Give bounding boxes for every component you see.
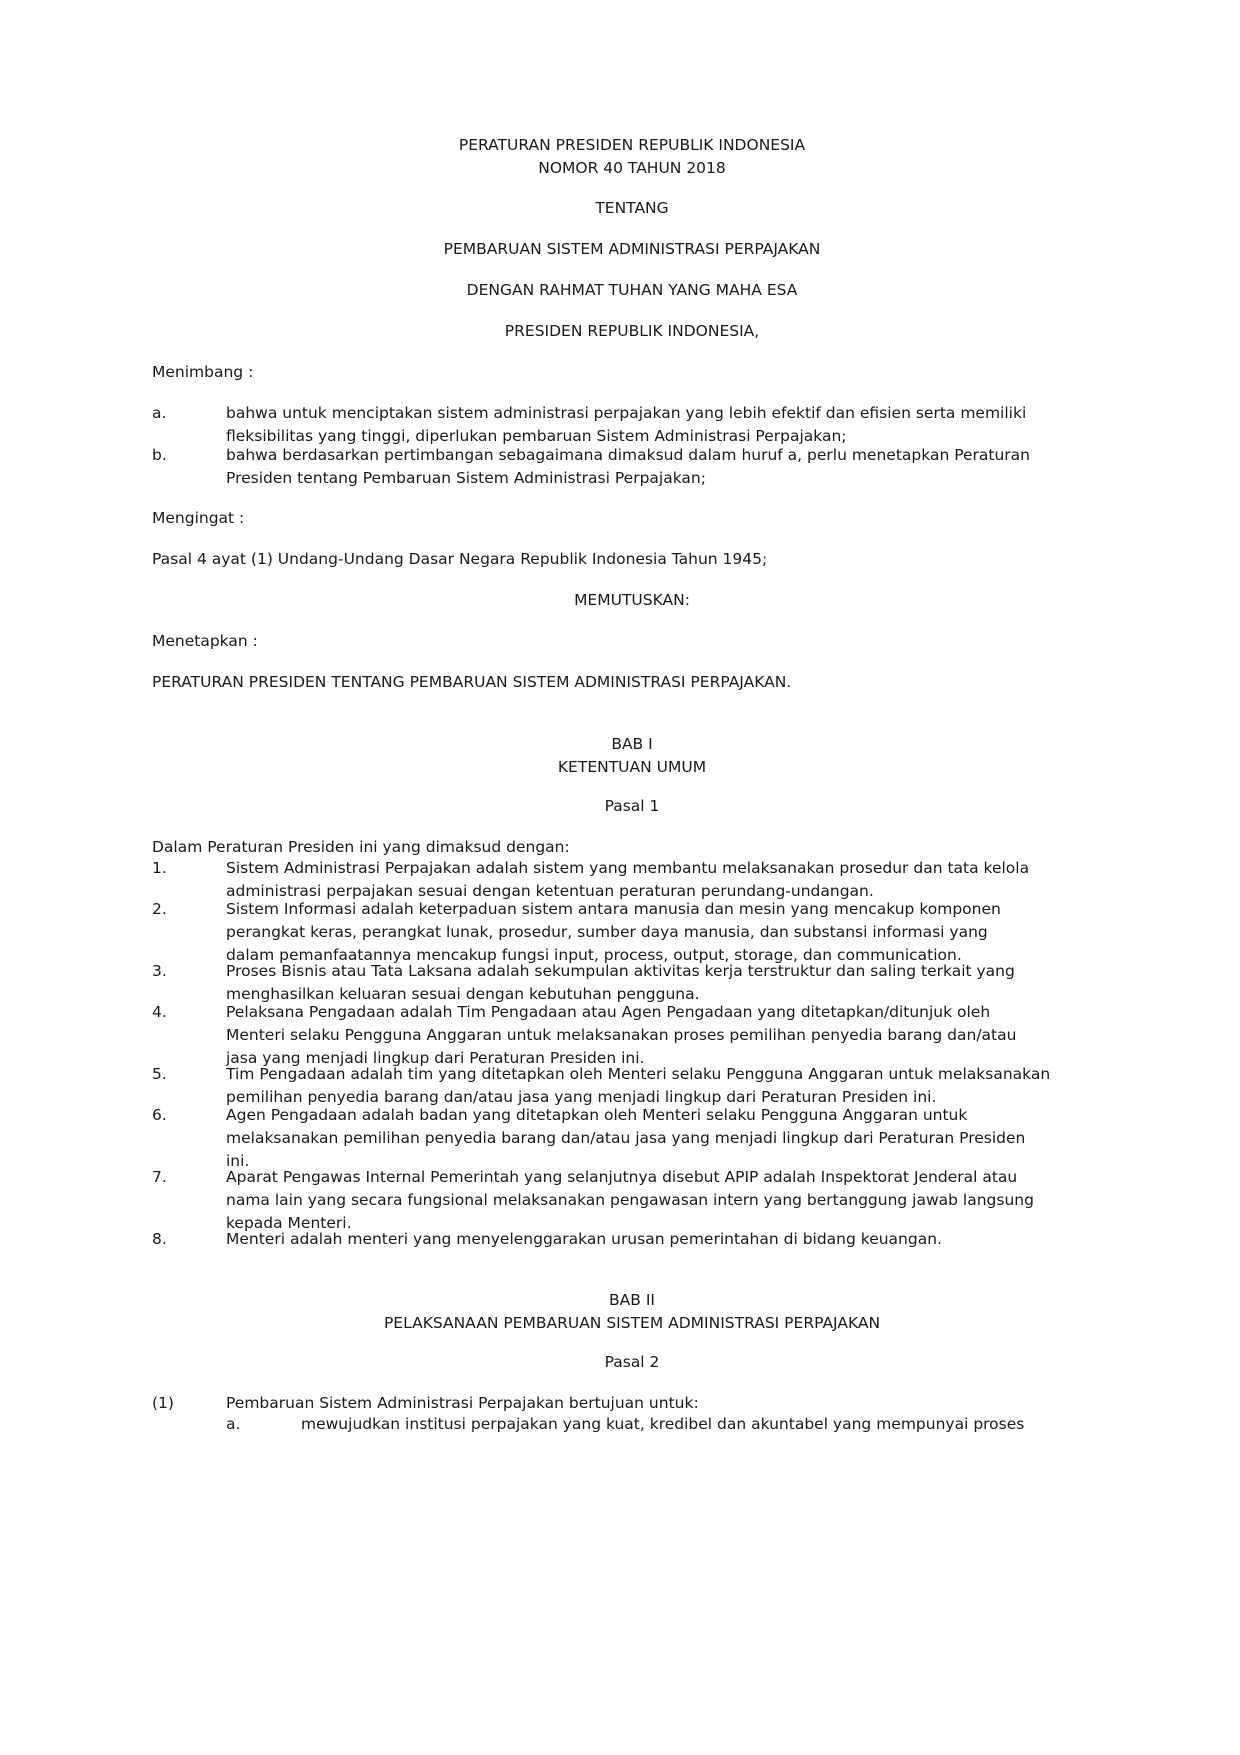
- list-item: Sistem Administrasi Perpajakan adalah sistem yang membantu melaksanakan prosedur dan tata kelola administrasi perpajakan sesuai dengan ketentuan peraturan perundang-undangan.: [226, 859, 1030, 900]
- mengingat-label: Mengingat :: [152, 509, 245, 527]
- chapter-heading: BAB II PELAKSANAAN PEMBARUAN SISTEM ADMINISTRASI PERPAJAKAN: [383, 1291, 881, 1332]
- definitions-intro: Dalam Peraturan Presiden ini yang dimaksud dengan:: [152, 838, 570, 856]
- list-marker: 5.: [152, 1065, 167, 1083]
- regulation-subject: PEMBARUAN SISTEM ADMINISTRASI PERPAJAKAN: [443, 240, 821, 258]
- list-item: Sistem Informasi adalah keterpaduan sistem antara manusia dan mesin yang mencakup komponen perangkat keras, perangkat lunak, prosedur, sumber daya manusia, dan substansi informasi yang dalam pemanfaatannya mencakup fungsi input, process, output, storage, dan communication.: [226, 900, 1001, 964]
- list-marker: 8.: [152, 1230, 167, 1248]
- memutuskan-heading: MEMUTUSKAN:: [574, 591, 690, 609]
- list-marker: 3.: [152, 962, 167, 980]
- sub-item-marker: a.: [226, 1415, 241, 1433]
- menimbang-label: Menimbang :: [152, 363, 254, 381]
- list-marker: 4.: [152, 1003, 167, 1021]
- list-item: Agen Pengadaan adalah badan yang ditetapkan oleh Menteri selaku Pengguna Anggaran untuk melaksanakan pemilihan penyedia barang dan/atau jasa yang menjadi lingkup dari Peraturan Presiden ini.: [226, 1106, 1026, 1170]
- list-item: Aparat Pengawas Internal Pemerintah yang selanjutnya disebut APIP adalah Inspektorat Jenderal atau nama lain yang secara fungsional melaksanakan pengawasan intern yang bertanggung jawab langsung kepada Menteri.: [226, 1168, 1034, 1232]
- list-marker: 7.: [152, 1168, 167, 1186]
- menetapkan-label: Menetapkan :: [152, 632, 258, 650]
- president-heading: PRESIDEN REPUBLIK INDONESIA,: [504, 322, 760, 340]
- list-item: bahwa untuk menciptakan sistem administrasi perpajakan yang lebih efektif dan efisien serta memiliki fleksibilitas yang tinggi, diperlukan pembaruan Sistem Administrasi Perpajakan;: [226, 404, 1027, 445]
- list-item: bahwa berdasarkan pertimbangan sebagaimana dimaksud dalam huruf a, perlu menetapkan Peraturan Presiden tentang Pembaruan Sistem Administrasi Perpajakan;: [226, 446, 1030, 487]
- sub-item-text: mewujudkan institusi perpajakan yang kuat, kredibel dan akuntabel yang mempunyai proses: [301, 1415, 1025, 1433]
- article-heading: Pasal 2: [604, 1353, 660, 1371]
- ayat-marker: (1): [152, 1394, 174, 1412]
- list-item: Proses Bisnis atau Tata Laksana adalah sekumpulan aktivitas kerja terstruktur dan saling terkait yang menghasilkan keluaran sesuai dengan kebutuhan pengguna.: [226, 962, 1015, 1003]
- ayat-text: Pembaruan Sistem Administrasi Perpajakan bertujuan untuk:: [226, 1394, 699, 1412]
- menetapkan-text: PERATURAN PRESIDEN TENTANG PEMBARUAN SISTEM ADMINISTRASI PERPAJAKAN.: [152, 673, 792, 691]
- list-item: Pelaksana Pengadaan adalah Tim Pengadaan atau Agen Pengadaan yang ditetapkan/ditunjuk oleh Menteri selaku Pengguna Anggaran untuk melaksanakan proses pemilihan penyedia barang dan/atau jasa yang menjadi lingkup dari Peraturan Presiden ini.: [226, 1003, 1017, 1067]
- list-marker: a.: [152, 404, 167, 422]
- list-marker: 6.: [152, 1106, 167, 1124]
- list-item: Tim Pengadaan adalah tim yang ditetapkan oleh Menteri selaku Pengguna Anggaran untuk melaksanakan pemilihan penyedia barang dan/atau jasa yang menjadi lingkup dari Peraturan Presiden ini.: [226, 1065, 1051, 1106]
- mengingat-text: Pasal 4 ayat (1) Undang-Undang Dasar Negara Republik Indonesia Tahun 1945;: [152, 550, 768, 568]
- chapter-heading: BAB I KETENTUAN UMUM: [557, 735, 707, 776]
- tentang-heading: TENTANG: [595, 199, 669, 217]
- invocation: DENGAN RAHMAT TUHAN YANG MAHA ESA: [466, 281, 798, 299]
- list-marker: 2.: [152, 900, 167, 918]
- list-item: Menteri adalah menteri yang menyelenggarakan urusan pemerintahan di bidang keuangan.: [226, 1230, 942, 1248]
- list-marker: b.: [152, 446, 167, 464]
- article-heading: Pasal 1: [604, 797, 660, 815]
- list-marker: 1.: [152, 859, 167, 877]
- regulation-title: PERATURAN PRESIDEN REPUBLIK INDONESIA NOMOR 40 TAHUN 2018: [458, 136, 806, 177]
